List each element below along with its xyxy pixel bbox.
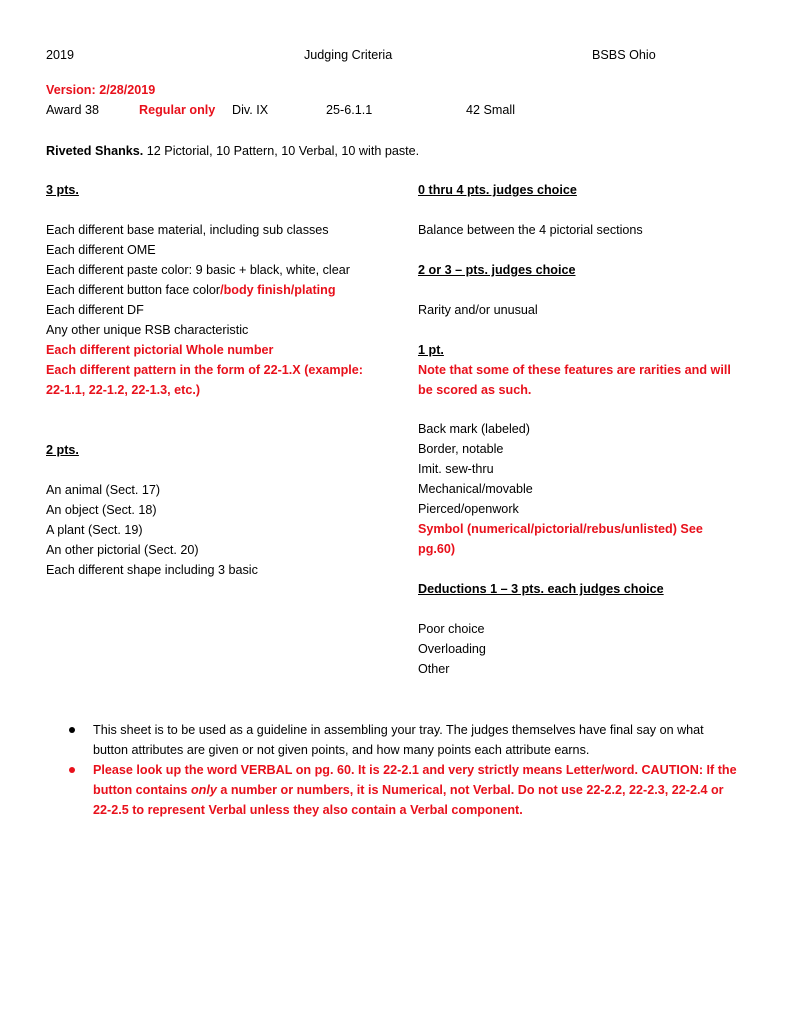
criteria-item: An animal (Sect. 17) xyxy=(46,483,161,497)
pattern-item-line1: Each different pattern in the form of 22-1.X (example: xyxy=(46,363,364,377)
heading-0-4-pts: 0 thru 4 pts. judges choice xyxy=(418,183,577,197)
verbal-note-line2 xyxy=(93,780,724,800)
award-number: Award 38 xyxy=(46,103,99,117)
bullet-icon xyxy=(69,727,75,733)
criteria-item: Each different base material, including sub classes xyxy=(46,223,329,237)
riveted-shanks-bold: Riveted Shanks. xyxy=(46,144,144,158)
header-year: 2019 xyxy=(46,48,75,62)
section-number: 25-6.1.1 xyxy=(326,103,373,117)
criteria-item: Each different shape including 3 basic xyxy=(46,563,258,577)
verbal-note-text: a number or numbers, it is Numerical, not Verbal. Do not use 22-2.2, 22-2.3, 22-2.4 or xyxy=(216,783,724,797)
pattern-item-line2: 22-1.1, 22-1.2, 22-1.3, etc.) xyxy=(46,383,201,397)
size-label: 42 Small xyxy=(466,103,515,117)
criteria-item: Each different paste color: 9 basic + black, white, clear xyxy=(46,263,350,277)
version-label: Version: 2/28/2019 xyxy=(46,83,156,97)
guideline-note-line2: button attributes are given or not given points, and how many points each attribute earns. xyxy=(93,743,590,757)
verbal-note-line3: 22-2.5 to represent Verbal unless they also contain a Verbal component. xyxy=(93,803,523,817)
riveted-shanks-rest: 12 Pictorial, 10 Pattern, 10 Verbal, 10 with paste. xyxy=(143,144,420,158)
deduction-item: Poor choice xyxy=(418,622,485,636)
heading-3-pts: 3 pts. xyxy=(46,183,79,197)
verbal-note-text: button contains xyxy=(93,783,191,797)
header-org: BSBS Ohio xyxy=(592,48,656,62)
symbol-item-line1: Symbol (numerical/pictorial/rebus/unlisted) See xyxy=(418,522,703,536)
symbol-item-line2: pg.60) xyxy=(418,542,456,556)
pictorial-whole-item: Each different pictorial Whole number xyxy=(46,343,274,357)
criteria-item: Back mark (labeled) xyxy=(418,422,530,436)
rarity-note-line2: be scored as such. xyxy=(418,383,532,397)
verbal-note-emphasis: only xyxy=(190,783,217,797)
criteria-item: Any other unique RSB characteristic xyxy=(46,323,249,337)
criteria-item: Rarity and/or unusual xyxy=(418,303,538,317)
face-color-item xyxy=(46,280,336,300)
heading-2-3-pts: 2 or 3 – pts. judges choice xyxy=(418,263,576,277)
criteria-item: An other pictorial (Sect. 20) xyxy=(46,543,199,557)
regular-only-label: Regular only xyxy=(139,103,216,117)
deduction-item: Other xyxy=(418,662,450,676)
criteria-item: A plant (Sect. 19) xyxy=(46,523,143,537)
header-title: Judging Criteria xyxy=(304,48,393,62)
verbal-note-line1: Please look up the word VERBAL on pg. 60. It is 22-2.1 and very strictly means Letter/word. CAUTION: If the xyxy=(93,763,737,777)
heading-2-pts: 2 pts. xyxy=(46,443,79,457)
criteria-item: Mechanical/movable xyxy=(418,482,533,496)
criteria-item: Each different DF xyxy=(46,303,144,317)
division-label: Div. IX xyxy=(232,103,269,117)
riveted-shanks-line xyxy=(46,141,419,161)
criteria-item: Imit. sew-thru xyxy=(418,462,494,476)
face-color-text: Each different button face color xyxy=(46,283,221,297)
criteria-item: Pierced/openwork xyxy=(418,502,519,516)
heading-1-pt: 1 pt. xyxy=(418,343,444,357)
criteria-item: Balance between the 4 pictorial sections xyxy=(418,223,643,237)
deduction-item: Overloading xyxy=(418,642,486,656)
rarity-note-line1: Note that some of these features are rarities and will xyxy=(418,363,731,377)
guideline-note-line1: This sheet is to be used as a guideline in assembling your tray. The judges themselves have final say on what xyxy=(93,723,704,737)
face-color-red-text: /body finish/plating xyxy=(220,283,336,297)
heading-deductions: Deductions 1 – 3 pts. each judges choice xyxy=(418,582,664,596)
criteria-item: Border, notable xyxy=(418,442,504,456)
bullet-icon xyxy=(69,767,75,773)
criteria-item: Each different OME xyxy=(46,243,156,257)
criteria-item: An object (Sect. 18) xyxy=(46,503,157,517)
